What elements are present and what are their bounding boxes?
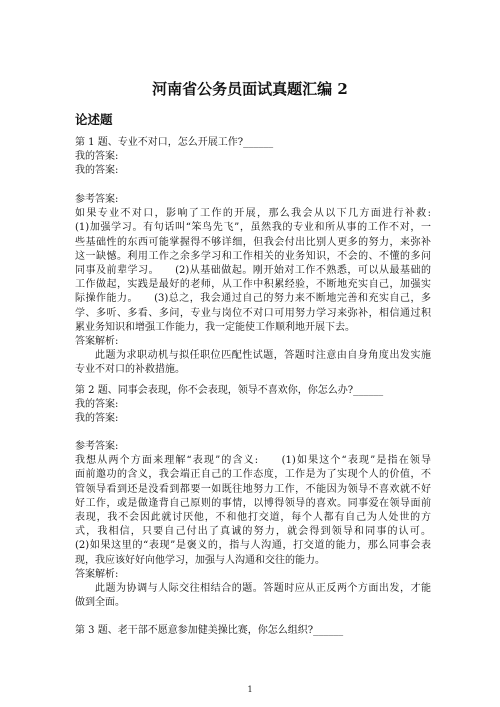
reference-line: 同事及前辈学习。 (2)从基础做起。刚开始对工作不熟悉，可以从最基础的 <box>75 265 431 277</box>
analysis-label: 答案解析: <box>75 336 119 348</box>
question-1-text: 第 1 题、专业不对口，怎么开展工作?______ <box>75 137 274 148</box>
reference-line: 好工作，或是做逢背自己原则的事情，以博得领导的喜欢。同事爱在领导面前 <box>75 497 431 509</box>
analysis-label: 答案解析: <box>75 568 119 580</box>
reference-line: 如果专业不对口，影响了工作的开展，那么我会从以下几方面进行补救: <box>75 208 431 220</box>
my-answer-label: 我的答案: <box>75 399 119 411</box>
reference-line: 面前邀功的含义，我会端正自己的工作态度，工作是为了实现个人的价值，不 <box>75 469 431 481</box>
reference-line: (1)加强学习。有句话叫“笨鸟先飞”，虽然我的专业和所从事的工作不对，一 <box>75 222 431 234</box>
document-title: 河南省公务员面试真题汇编 2 <box>152 80 348 98</box>
reference-answer-label: 参考答案: <box>75 441 119 452</box>
reference-line: (2)如果这里的“表现”是褒义的，指与人沟通，打交道的能力，那么同事会表 <box>75 540 431 552</box>
analysis-line: 专业不对口的补救措施。 <box>75 364 185 376</box>
reference-line: 学、多听、多看、多问，专业与岗位不对口可用努力学习来弥补，相信通过积 <box>75 307 431 319</box>
section-heading: 论述题 <box>75 112 113 127</box>
my-answer-label: 我的答案: <box>75 413 119 425</box>
reference-line: 工作做起，实践是最好的老师，从工作中积累经验，不断地充实自己，加强实 <box>75 279 431 291</box>
question-3-text: 第 3 题、老干部不愿意参加健美操比赛，你怎么组织?______ <box>75 625 344 636</box>
my-answer-label: 我的答案: <box>75 165 119 177</box>
reference-line: 表现，我不会因此就讨厌他，不和他打交道，每个人都有自己为人处世的方 <box>75 512 431 524</box>
reference-line: 这一缺憾。利用工作之余多学习和工作相关的业务知识，不会的、不懂的多问 <box>75 250 431 262</box>
question-3 <box>75 624 431 638</box>
question-2-text: 第 2 题、同事会表现，你不会表现，领导不喜欢你，你怎么办?______ <box>75 385 384 396</box>
reference-line: 际操作能力。 (3)总之，我会通过自己的努力来不断地完善和充实自己，多 <box>75 293 431 305</box>
reference-line: 现，我应该好好向他学习，加强与人沟通和交往的能力。 <box>75 554 325 566</box>
my-answer-label: 我的答案: <box>75 151 119 163</box>
reference-answer-label: 参考答案: <box>75 194 119 205</box>
question-1-reference <box>75 193 431 378</box>
question-1 <box>75 136 431 179</box>
page-number: 1 <box>247 685 253 694</box>
analysis-line: 做到全面。 <box>75 597 125 609</box>
question-2-reference <box>75 440 431 610</box>
analysis-line: 此题为求职动机与拟任职位匹配性试题，答题时注意由自身角度出发实施 <box>95 350 431 362</box>
analysis-line: 此题为协调与人际交往相结合的题。答题时应从正反两个方面出发，才能 <box>95 583 431 595</box>
reference-line: 我想从两个方面来理解“表现”的含义: (1)如果这个“表现”是指在领导 <box>75 455 431 467</box>
question-2 <box>75 384 431 427</box>
reference-line: 管领导看到还是没看到都要一如既往地努力工作，不能因为领导不喜欢就不好 <box>75 483 431 495</box>
reference-line: 累业务知识和增强工作能力，我一定能使工作顺利地开展下去。 <box>75 321 355 333</box>
reference-line: 些基础性的东西可能掌握得不够详细，但我会付出比别人更多的努力，来弥补 <box>75 236 431 248</box>
reference-line: 式，我相信，只要自己付出了真诚的努力，就会得到领导和同事的认可。 <box>75 526 431 538</box>
